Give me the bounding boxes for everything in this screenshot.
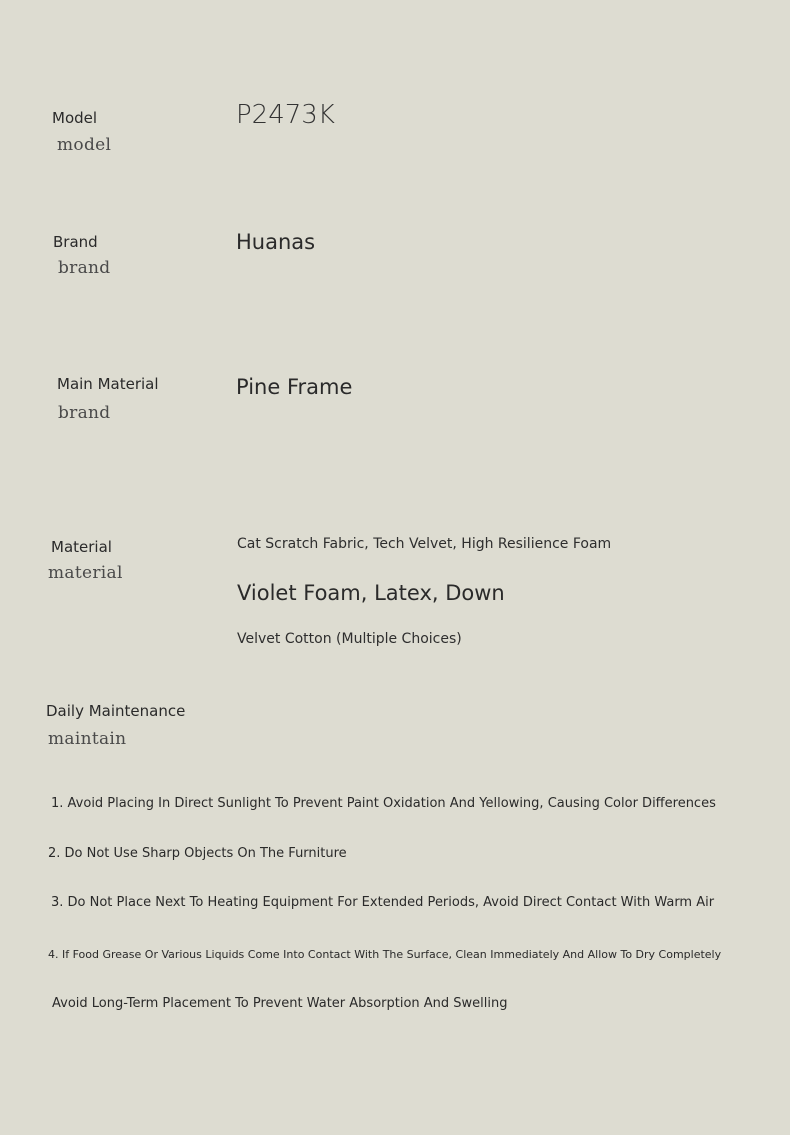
maintenance-item-5: Avoid Long-Term Placement To Prevent Water Absorption And Swelling <box>52 996 508 1011</box>
material-value-1: Cat Scratch Fabric, Tech Velvet, High Resilience Foam <box>237 536 612 552</box>
brand-sublabel: brand <box>58 258 111 278</box>
brand-value: Huanas <box>236 230 316 254</box>
maintenance-item-2: 2. Do Not Use Sharp Objects On The Furniture <box>48 846 347 861</box>
material-value-3: Velvet Cotton (Multiple Choices) <box>237 631 462 647</box>
maintenance-item-4: 4. If Food Grease Or Various Liquids Come Into Contact With The Surface, Clean Immediately And Allow To Dry Completely <box>48 948 722 961</box>
main-material-value: Pine Frame <box>236 375 353 399</box>
material-label: Material <box>51 538 112 556</box>
maintenance-label: Daily Maintenance <box>46 702 186 720</box>
maintenance-item-1: 1. Avoid Placing In Direct Sunlight To Prevent Paint Oxidation And Yellowing, Causing Color Differences <box>51 796 716 811</box>
maintenance-item-3: 3. Do Not Place Next To Heating Equipment For Extended Periods, Avoid Direct Contact With Warm Air <box>51 895 715 910</box>
brand-label: Brand <box>53 233 98 251</box>
main-material-label: Main Material <box>57 375 159 393</box>
maintenance-sublabel: maintain <box>48 729 127 749</box>
model-label: Model <box>52 109 98 127</box>
model-value: P2473K <box>236 100 335 130</box>
model-sublabel: model <box>57 135 112 155</box>
main-material-sublabel: brand <box>58 403 111 423</box>
material-sublabel: material <box>48 563 123 583</box>
material-value-2: Violet Foam, Latex, Down <box>237 581 505 605</box>
